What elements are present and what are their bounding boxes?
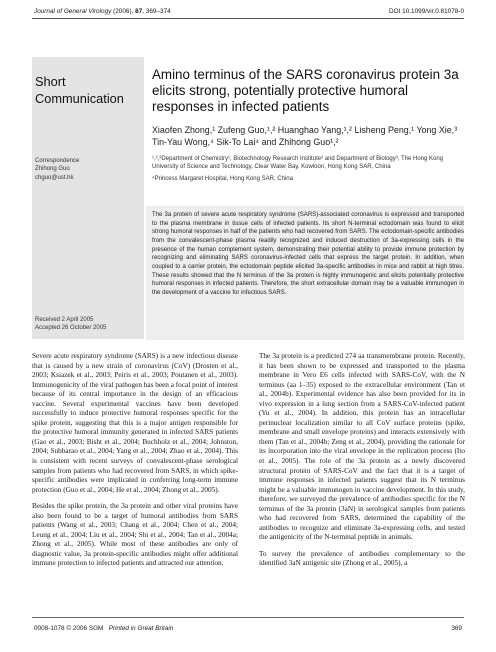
body-paragraph: The 3a protein is a predicted 274 aa transmembrane protein. Recently, it has been shown to be expressed and transported to the plasma membrane in Vero E6 cells infected with SARS-CoV, with the N terminus (aa 1–35) exposed to the extracellular environment (Tan et al., 2004b). Experimental evidence has also been provided for its in vivo expression in a lung section from a SARS-CoV-infected patient (Yu et al., 2004). In addition, this protein has an intracellular perinuclear localization similar to all CoV surface proteins (spike, membrane and small envelope proteins) and interacts extensively with them (Tan et al., 2004b; Zeng et al., 2004), providing the rationale for its incorporation into the viral envelope in the replication process (Ito et al., 2005). The role of the 3a protein as a newly discovered structural protein of SARS-CoV and the fact that it is a target of immune responses in infected patients suggest that its N terminus might be a valuable immunogen in vaccine development. In this study, therefore, we surveyed the prevalence of antibodies specific for the N terminus of the 3a protein (3aN) in serological samples from patients who had recovered from SARS, determined the capability of the antibodies to recognize and eliminate 3a-expressing cells, and tested the antigenicity of the N-terminal peptide in animals. [259,352,465,542]
journal-name: Journal of General Virology [34,8,112,15]
affiliations [152,156,466,184]
body-column-right [259,352,465,576]
page-number: 369 [451,625,462,632]
author-list: Xiaofen Zhong,¹ Zufeng Guo,¹,² Huanghao Yang,¹,² Lisheng Peng,¹ Yong Xie,³ Tin-Yau Wong,⁴ Sik-To Lai⁴ and Zhihong Guo¹,² [152,125,458,147]
affiliation-1: ¹,²,³Department of Chemistry¹, Biotechnology Research Institute² and Department of Biology³, The Hong Kong University of Science and Technology, Clear Water Bay, Kowloon, Hong Kong SAR, China [152,156,444,170]
journal-pages: , 369–374 [142,8,171,15]
body-paragraph: Besides the spike protein, the 3a protein and other viral proteins have also been found to be a target of humoral antibodies from SARS patients (Wang et al., 2003; Chang et al., 2004; Chen et al., 2004; Leung et al., 2004; Liu et al., 2004; Shi et al., 2004; Tan et al., 2004a; Zhong et al., 2005). While most of these antibodies are only of diagnostic value, 3a protein-specific antibodies might offer additional immune protection to infected patients and attracted our attention. [32,502,238,568]
article-title: Amino terminus of the SARS coronavirus protein 3a elicits strong, potentially protective humoral responses in infected patients [152,67,459,114]
body-paragraph: Severe acute respiratory syndrome (SARS) is a new infectious disease that is caused by a new strain of coronavirus (CoV) (Drosten et al., 2003; Ksiazek et al., 2003; Peiris et al., 2003; Poutanen et al., 2003). Immunogenicity of the viral pathogen has been a focal point of interest because of its central importance in the design of an efficacious vaccine. Several experimental vaccines have been developed successfully to induce protective humoral responses specific for the spike protein, suggesting that this is a major antigen responsible for the protective humoral immunity generated in infected SARS patients (Gao et al., 2003; Bisht et al., 2004; Buchholz et al., 2004; Johnston, 2004; Subbarao et al., 2004; Yang et al., 2004; Zhao et al., 2004). This is consistent with recent surveys of convalescent-phase serological samples from patients who had recovered from SARS, in which spike-specific antibodies were implicated in conferring long-term immune protection (Guo et al., 2004; He et al., 2004; Zhong et al., 2005). [32,352,238,494]
journal-citation [34,8,171,15]
issn-copyright: 0008-1078 © 2006 SGM [34,625,104,632]
journal-year: (2006), [111,8,136,15]
received-date: Received 2 April 2005 [35,317,94,323]
journal-volume: 87 [135,8,143,15]
correspondence-block [35,157,143,182]
correspondence-email[interactable]: chguo@ust.hk [35,174,74,181]
dates-block [35,316,143,332]
affiliation-2: ⁴Princess Margaret Hospital, Hong Kong SAR, China [152,175,293,182]
doi: DOI 10.1099/vir.0.81078-0 [389,8,464,15]
correspondence-label: Correspondence [35,158,80,164]
body-column-left [32,352,238,576]
accepted-date: Accepted 26 October 2005 [35,325,107,332]
header-rule [32,18,464,19]
article-type-label: Short Communication [35,74,124,106]
printed-in: Printed in Great Britain [108,625,174,632]
body-paragraph: To survey the prevalence of antibodies complementary to the identified 3aN antigenic site (Zhong et al., 2005), a [259,549,465,568]
correspondence-name: Zhihong Guo [35,166,70,173]
abstract: The 3a protein of severe acute respiratory syndrome (SARS)-associated coronavirus is expressed and transported to the plasma membrane in tissue cells of infected patients. Its short N-terminal ectodomain was found to elicit strong humoral responses in half of the patients who had recovered from SARS. The ectodomain-specific antibodies from the convalescent-phase plasma readily recognized and induced destruction of 3a-expressing cells in the presence of the human complement system, demonstrating their potential ability to provide immune protection by recognizing and eliminating SARS coronavirus-infected cells that express the target protein. In addition, when coupled to a carrier protein, the ectodomain peptide elicited 3a-specific antibodies in mice and rabbit at high titres. These results showed that the N terminus of the 3a protein is highly immunogenic and elicits potentially protective humoral responses in infected patients. Therefore, the short extracellular domain may be a valuable immunogen in the development of a vaccine for infectious SARS. [152,212,464,296]
footer-rule [32,617,464,618]
footer-left [34,625,173,632]
